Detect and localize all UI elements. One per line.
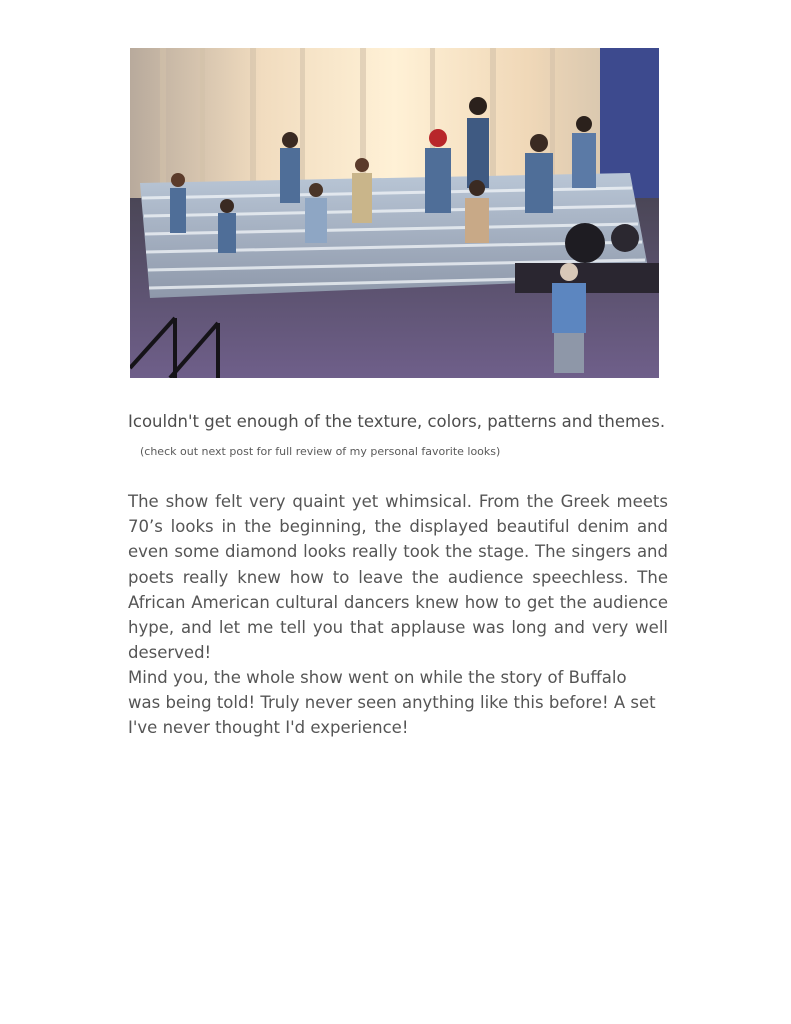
stage-performance-photo	[130, 48, 659, 378]
review-paragraph-2: Mind you, the whole show went on while the story of Buffalo was being told! Truly never seen anything like this before! A set I've never thought I'd experience!	[128, 668, 656, 738]
caption-main: Icouldn't get enough of the texture, colors, patterns and themes.	[128, 412, 666, 431]
review-paragraph-1: The show felt very quaint yet whimsical. From the Greek meets 70’s looks in the beginning, the displayed beautiful denim and even some diamond looks really took the stage. The singers and poets really knew how to leave the audience speechless. The African American cultural dancers knew how to get the audience hype, and let me tell you that applause was long and very well deserved!	[128, 492, 668, 663]
photo-illustration	[130, 48, 659, 378]
photo-caption	[128, 408, 668, 465]
caption-note: (check out next post for full review of my personal favorite looks)	[140, 445, 501, 458]
